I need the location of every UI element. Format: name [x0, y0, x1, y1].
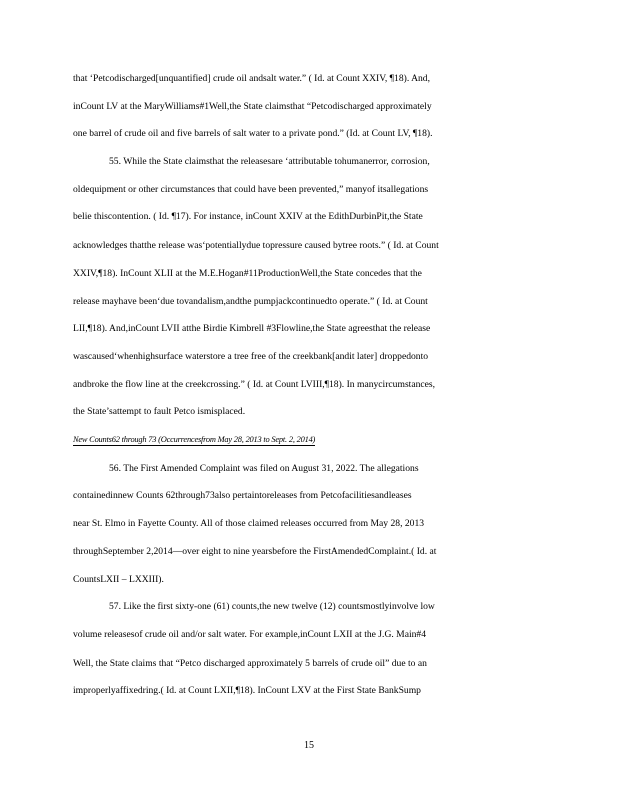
paragraph-line: inCount LV at the MaryWilliams#1Well,the State claimsthat “Petcodischarged approximately: [73, 101, 432, 112]
paragraph-line: 57. Like the first sixty-one (61) counts,the new twelve (12) countsmostlyinvolve low: [109, 601, 435, 612]
page-number: 15: [304, 740, 314, 751]
paragraph-line: 56. The First Amended Complaint was filed on August 31, 2022. The allegations: [109, 463, 419, 474]
paragraph-line: one barrel of crude oil and five barrels of salt water to a private pond.” (Id. at Count LV, ¶18).: [73, 128, 433, 139]
paragraph-line: andbroke the flow line at the creekcrossing.” ( Id. at Count LVIII,¶18). In manycircumstances,: [73, 379, 436, 390]
paragraph-line: throughSeptember 2,2014—over eight to nine yearsbefore the FirstAmendedComplaint.( Id. at: [73, 546, 437, 557]
paragraph-line: the State’sattempt to fault Petco ismisplaced.: [73, 406, 246, 417]
paragraph-line: volume releasesof crude oil and/or salt water. For example,inCount LXII at the J.G. Main#4: [73, 629, 427, 640]
paragraph-line: near St. Elmo in Fayette County. All of those claimed releases occurred from May 28, 2013: [73, 518, 425, 529]
paragraph-line: 55. While the State claimsthat the releasesare ‘attributable tohumanerror, corrosion,: [109, 156, 430, 167]
paragraph-line: oldequipment or other circumstances that could have been prevented,” manyof itsallegations: [73, 184, 429, 195]
paragraph-line: containedinnew Counts 62through73also pertaintoreleases from Petcofacilitiesandleases: [73, 490, 412, 501]
paragraph-line: that ‘Petcodischarged[unquantified] crude oil andsalt water.” ( Id. at Count XXIV, ¶18). And,: [73, 73, 431, 84]
paragraph-line: wascaused‘whenhighsurface waterstore a tree free of the creekbank[andit later] droppedonto: [73, 351, 429, 362]
paragraph-line: XXIV,¶18). InCount XLII at the M.E.Hogan#11ProductionWell,the State concedes that the: [73, 268, 422, 279]
paragraph-line: release mayhave been‘due tovandalism,andthe pumpjackcontinuedto operate.” ( Id. at Count: [73, 296, 428, 307]
paragraph-line: CountsLXII – LXXIII).: [73, 574, 164, 585]
paragraph-line: acknowledges thatthe release was‘potentiallydue topressure caused bytree roots.” ( Id. at Count: [73, 240, 439, 251]
paragraph-line: improperlyaffixedring.( Id. at Count LXII,¶18). InCount LXV at the First State BankSump: [73, 685, 421, 696]
section-heading: New Counts62 through 73 (Occurrencesfrom May 28, 2013 to Sept. 2, 2014): [73, 435, 316, 444]
paragraph-line: Well, the State claims that “Petco discharged approximately 5 barrels of crude oil” due to an: [73, 658, 427, 669]
paragraph-line: belie thiscontention. ( Id. ¶17). For instance, inCount XXIV at the EdithDurbinPit,the State: [73, 211, 423, 222]
paragraph-line: LII,¶18). And,inCount LVII atthe Birdie Kimbrell #3Flowline,the State agreesthat the release: [73, 323, 431, 334]
